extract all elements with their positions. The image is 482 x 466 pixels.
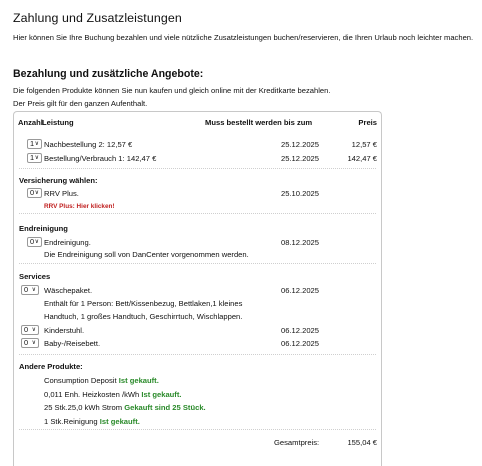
row-label: RRV Plus. [44,189,79,198]
insurance-title: Versicherung wählen: [19,176,98,185]
total-label: Gesamtpreis: [274,438,320,447]
chevron-down-icon: ∨ [31,340,36,346]
list-item: 25 Stk.25,0 kWh Strom Gekauft sind 25 Stück. [44,403,206,412]
babybed-quantity-select[interactable]: 0 ∨ [21,338,39,348]
quantity-select[interactable]: 1 ∨ [27,153,42,163]
cleaning-note: Die Endreinigung soll von DanCenter vorgenommen werden. [44,250,249,259]
laundry-quantity-select[interactable]: 0 ∨ [21,285,39,295]
row-price: 142,47 € [347,154,377,163]
table-row [14,152,381,164]
status-badge: Ist gekauft. [118,376,159,385]
table-row [14,284,381,296]
other-products-title: Andere Produkte: [19,362,83,371]
row-date: 25.12.2025 [281,140,320,149]
list-item: 1 Stk.Reinigung Ist gekauft. [44,417,140,426]
insurance-quantity-select[interactable]: 0 ∨ [27,188,42,198]
col-header-service: Leistung [42,118,74,127]
chevron-down-icon: ∨ [34,141,39,147]
row-date: 06.12.2025 [281,326,320,335]
row-date: 08.12.2025 [281,238,320,247]
table-row [14,337,381,349]
status-badge: Ist gekauft. [99,417,140,426]
row-date: 25.12.2025 [281,154,320,163]
row-date: 25.10.2025 [281,189,320,198]
divider [19,213,376,214]
quantity-select[interactable]: 1 ∨ [27,139,42,149]
offers-description: Die folgenden Produkte können Sie nun kaufen und gleich online mit der Kreditkarte bezahlen. [13,86,331,95]
status-badge: Ist gekauft. [141,390,182,399]
row-label: Wäschepaket. [44,286,93,295]
table-row [14,187,381,199]
total-value: 155,04 € [347,438,377,447]
page-title: Zahlung und Zusatzleistungen [13,11,182,25]
divider [19,168,376,169]
divider [19,429,376,430]
row-date: 06.12.2025 [281,286,320,295]
cleaning-title: Endreinigung [19,224,68,233]
chevron-down-icon: ∨ [34,155,39,161]
list-item: Consumption Deposit Ist gekauft. [44,376,159,385]
row-label: Nachbestellung 2: 12,57 € [44,140,133,149]
divider [19,354,376,355]
row-price: 12,57 € [351,140,377,149]
offers-title: Bezahlung und zusätzliche Angebote: [13,68,204,80]
price-note: Der Preis gilt für den ganzen Aufenthalt. [13,99,148,108]
table-row [14,138,381,150]
chevron-down-icon: ∨ [31,287,36,293]
products-table [13,111,382,466]
row-label: Kinderstuhl. [44,326,85,335]
col-header-price: Preis [358,118,377,127]
services-title: Services [19,272,51,281]
chevron-down-icon: ∨ [34,190,39,196]
divider [19,263,376,264]
highchair-quantity-select[interactable]: 0 ∨ [21,325,39,335]
table-row [14,236,381,248]
row-label: Baby-/Reisebett. [44,339,101,348]
status-badge: Gekauft sind 25 Stück. [124,403,206,412]
intro-text: Hier können Sie Ihre Buchung bezahlen und viele nützliche Zusatzleistungen buchen/reservieren, die Ihren Urlaub noch leichter machen. [13,33,474,42]
chevron-down-icon: ∨ [34,239,39,245]
list-item: 0,011 Enh. Heizkosten /kWh Ist gekauft. [44,390,182,399]
chevron-down-icon: ∨ [31,327,36,333]
col-header-deadline: Muss bestellt werden bis zum [205,118,313,127]
laundry-note: Handtuch, 1 großes Handtuch, Geschirrtuch, Wischlappen. [44,312,243,321]
insurance-link[interactable]: RRV Plus: Hier klicken! [44,203,115,210]
col-header-qty: Anzahl [18,118,43,127]
row-date: 06.12.2025 [281,339,320,348]
laundry-note: Enthält für 1 Person: Bett/Kissenbezug, Bettlaken,1 kleines [44,299,243,308]
row-label: Bestellung/Verbrauch 1: 142,47 € [44,154,157,163]
row-label: Endreinigung. [44,238,91,247]
cleaning-quantity-select[interactable]: 0 ∨ [27,237,42,247]
table-row [14,324,381,336]
